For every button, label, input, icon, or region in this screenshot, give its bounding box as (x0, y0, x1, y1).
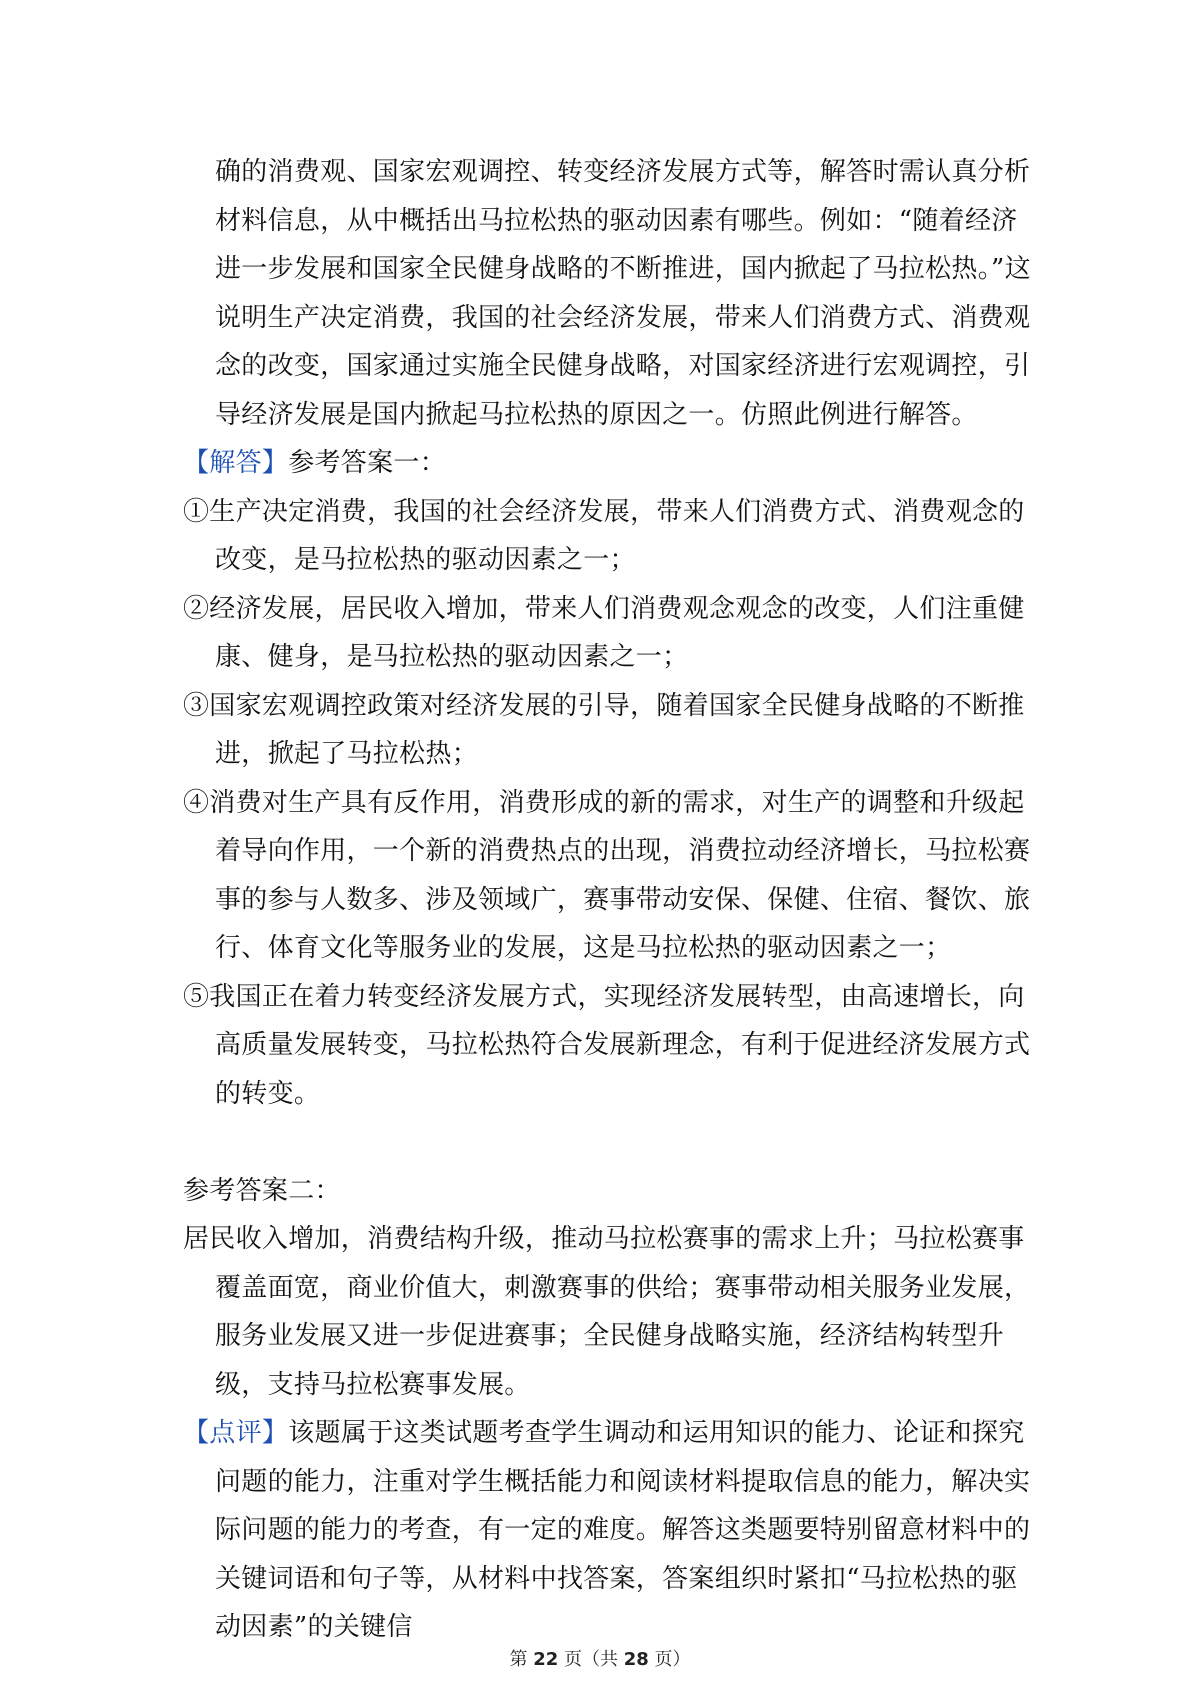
comment-text: 该题属于这类试题考查学生调动和运用知识的能力、论证和探究问题的能力，注重对学生概括能力和阅读材料提取信息的能力，解决实际问题的能力的考查，有一定的难度。解答这类题要特别留意材料中的关键词语和句子等，从材料中找答案，答案组织时紧扣“马拉松热的驱动因素”的关键信 (215, 1418, 1031, 1642)
reference-answer-two-title: 参考答案二： (183, 1175, 341, 1206)
footer-prefix: 第 (509, 1649, 534, 1670)
answer-item-5: ⑤我国正在着力转变经济发展方式，实现经济发展转型，由高速增长，向高质量发展转变，马拉松热符合发展新理念，有利于促进经济发展方式的转变。 (183, 981, 1031, 1109)
page-content (183, 148, 1033, 1652)
page-footer (0, 1645, 1200, 1671)
answer-item-1: ①生产决定消费，我国的社会经济发展，带来人们消费方式、消费观念的改变，是马拉松热的驱动因素之一； (183, 496, 1025, 575)
comment-tag: 【点评】 (183, 1418, 289, 1448)
reference-answer-one-title: 参考答案一： (288, 448, 447, 478)
footer-middle: 页（共 (558, 1649, 624, 1670)
paragraph-gap (183, 1118, 1033, 1167)
answer-header (183, 439, 1033, 488)
footer-suffix: 页） (648, 1649, 691, 1670)
comment-paragraph (183, 1409, 1033, 1652)
analysis-continued: 确的消费观、国家宏观调控、转变经济发展方式等，解答时需认真分析材料信息，从中概括出马拉松热的驱动因素有哪些。例如：“随着经济进一步发展和国家全民健身战略的不断推进，国内掀起了马拉松热。”这说明生产决定消费，我国的社会经济发展，带来人们消费方式、消费观念的改变，国家通过实施全民健身战略，对国家经济进行宏观调控，引导经济发展是国内掀起马拉松热的原因之一。仿照此例进行解答。 (215, 157, 1031, 430)
answer-item-4: ④消费对生产具有反作用，消费形成的新的需求，对生产的调整和升级起着导向作用，一个新的消费热点的出现，消费拉动经济增长，马拉松赛事的参与人数多、涉及领域广，赛事带动安保、保健、住宿、餐饮、旅行、体育文化等服务业的发展，这是马拉松热的驱动因素之一； (183, 787, 1031, 963)
reference-answer-two-text: 居民收入增加，消费结构升级，推动马拉松赛事的需求上升；马拉松赛事覆盖面宽，商业价值大，刺激赛事的供给；赛事带动相关服务业发展，服务业发展又进一步促进赛事；全民健身战略实施，经济结构转型升级，支持马拉松赛事发展。 (183, 1224, 1031, 1400)
answer-item-3: ③国家宏观调控政策对经济发展的引导，随着国家全民健身战略的不断推进，掀起了马拉松热； (183, 690, 1025, 769)
answer-item-2: ②经济发展，居民收入增加，带来人们消费观念观念的改变，人们注重健康、健身，是马拉松热的驱动因素之一； (183, 593, 1025, 672)
footer-page-number: 22 (533, 1649, 559, 1670)
footer-total-pages: 28 (623, 1649, 649, 1670)
answer-tag: 【解答】 (183, 448, 289, 478)
